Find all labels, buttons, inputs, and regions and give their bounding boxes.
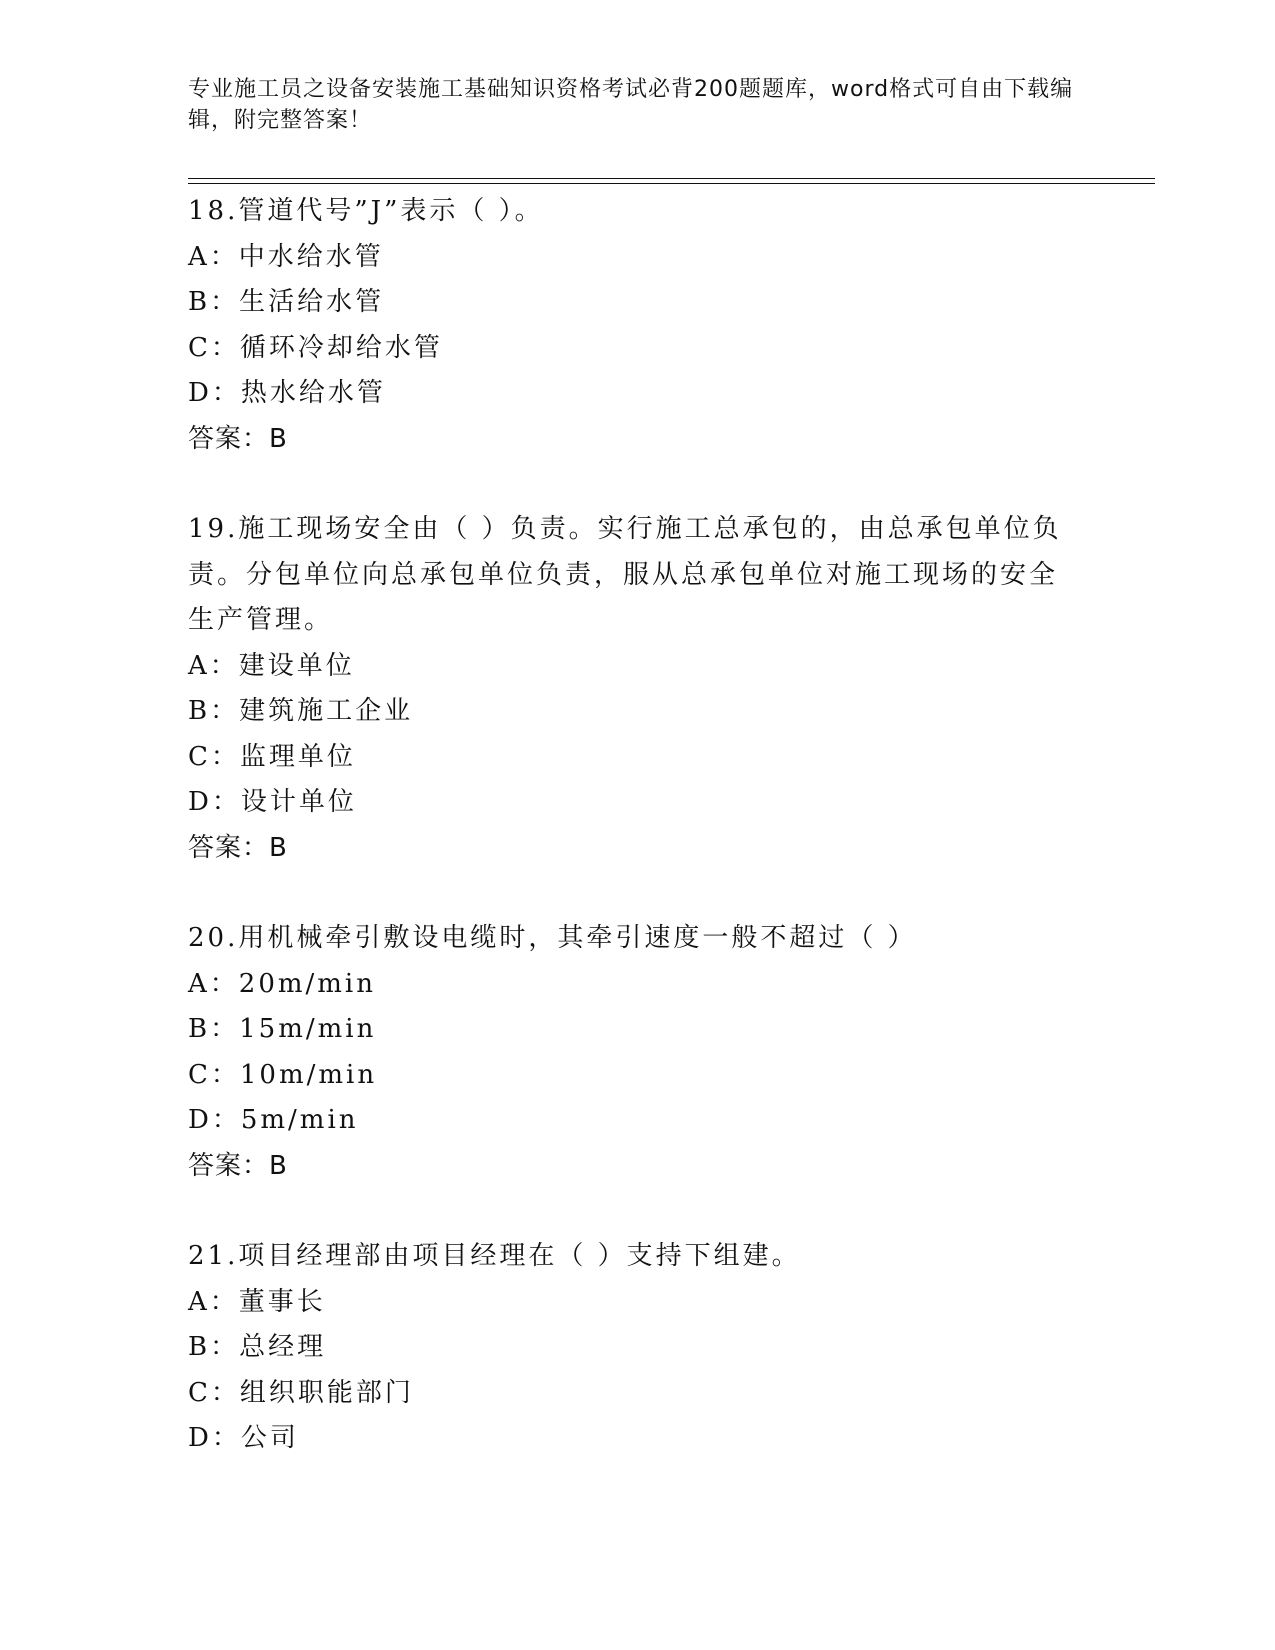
- question-20: [188, 916, 1148, 1189]
- option-c: C：10m/min: [188, 1059, 378, 1090]
- option-c: C：循环冷却给水管: [188, 332, 443, 363]
- answer-line: 答案：B: [188, 423, 288, 454]
- option-c: C：监理单位: [188, 741, 356, 772]
- question-19: [188, 507, 1148, 871]
- header-divider-bottom: [188, 183, 1155, 184]
- option-b: B：总经理: [188, 1332, 327, 1362]
- question-18: [188, 189, 1148, 462]
- option-d: D：热水给水管: [188, 378, 386, 408]
- question-21: [188, 1234, 1148, 1462]
- header-divider-top: [188, 178, 1155, 179]
- question-stem: 18.管道代号”J”表示（ ）。: [188, 196, 544, 226]
- question-list: [188, 189, 1148, 1507]
- answer-line: 答案：B: [188, 832, 288, 863]
- question-stem: 21.项目经理部由项目经理在（ ）支持下组建。: [188, 1241, 801, 1271]
- document-header: 专业施工员之设备安装施工基础知识资格考试必背200题题库，word格式可自由下载编辑，附完整答案！: [188, 77, 1074, 133]
- option-b: B：生活给水管: [188, 287, 385, 317]
- option-b: B：15m/min: [188, 1014, 377, 1044]
- option-d: D：公司: [188, 1423, 299, 1453]
- option-a: A：建设单位: [188, 650, 355, 681]
- answer-line: 答案：B: [188, 1150, 288, 1181]
- question-stem: 19.施工现场安全由（ ）负责。实行施工总承包的，由总承包单位负责。分包单位向总承包单位负责，服从总承包单位对施工现场的安全生产管理。: [188, 514, 1062, 635]
- option-a: A：中水给水管: [188, 241, 384, 272]
- option-d: D：设计单位: [188, 787, 357, 817]
- option-a: A：董事长: [188, 1286, 326, 1317]
- question-stem: 20.用机械牵引敷设电缆时，其牵引速度一般不超过（ ）: [188, 923, 917, 953]
- option-d: D：5m/min: [188, 1105, 359, 1135]
- option-a: A：20m/min: [188, 968, 376, 999]
- option-b: B：建筑施工企业: [188, 696, 414, 726]
- option-c: C：组织职能部门: [188, 1377, 414, 1408]
